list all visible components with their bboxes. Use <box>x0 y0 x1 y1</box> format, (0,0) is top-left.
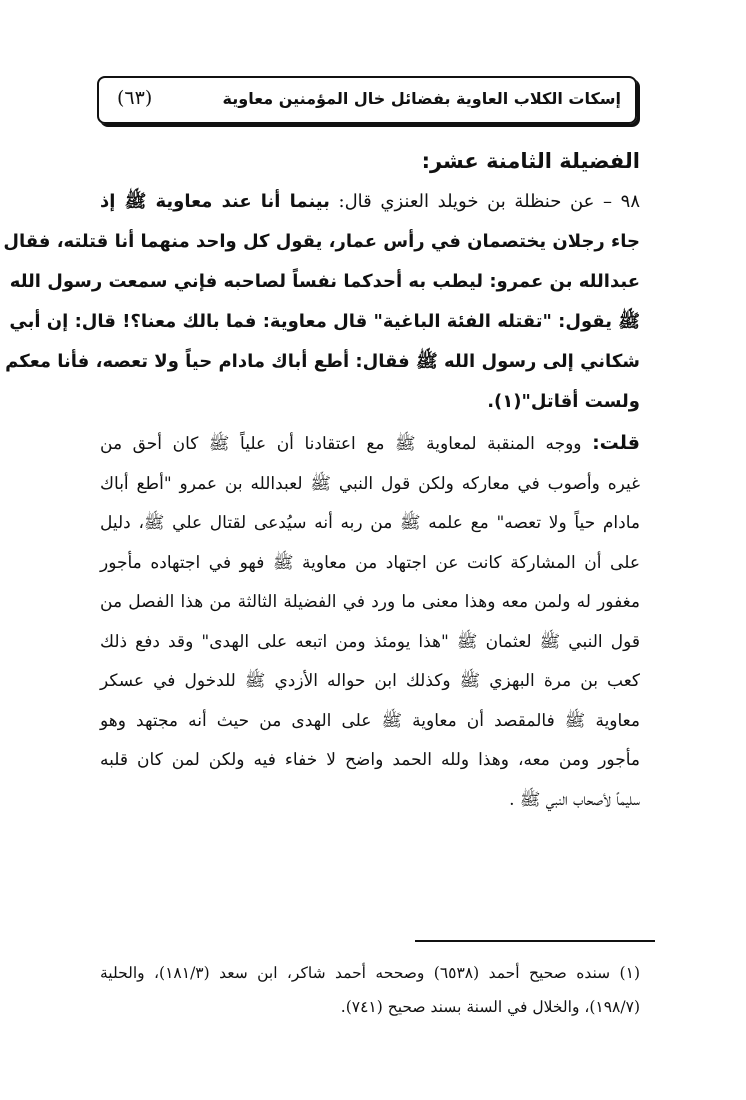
commentary-line-2: غيره وأصوب في معاركه ولكن قول النبي ﷺ لعبدالله بن عمرو "أطع أباك <box>100 473 640 494</box>
footnote-separator <box>415 940 655 942</box>
main-text <box>3 140 641 820</box>
commentary-line-8: معاوية ﷺ فالمقصد أن معاوية ﷺ على الهدى من حيث أنه مجتهد وهو <box>100 710 640 731</box>
commentary-line-4: على أن المشاركة كانت عن اجتهاد من معاوية ﷺ فهو في اجتهاده مأجور <box>100 552 640 573</box>
book-title: إسكات الكلاب العاوية بفضائل خال المؤمنين معاوية <box>222 89 621 108</box>
commentary-line-3: مادام حياً ولا تعصه" مع علمه ﷺ من ربه أنه سيُدعى لقتال علي ﷺ، دليل <box>100 513 640 533</box>
hadith-line-2: جاء رجلان يختصمان في رأس عمار، يقول كل واحد منهما أنا قتلته، فقال <box>3 231 640 252</box>
footnote-line-2: (١٩٨/٧)، والخلال في السنة بسند صحيح (٧٤١). <box>340 998 640 1016</box>
commentary-paragraph <box>100 424 640 820</box>
commentary-line-5: مغفور له ولمن معه وهذا معنى ما ورد في الفضيلة الثالثة من هذا الفصل من <box>100 592 640 612</box>
commentary-line-9: مأجور ومن معه، وهذا ولله الحمد واضح لا خفاء فيه ولكن لمن كان قلبه <box>100 750 640 770</box>
hadith-narration-intro: ٩٨ – عن حنظلة بن خويلد العنزي قال: <box>329 191 641 212</box>
commentary-line-10: سليماً لأصحاب النبي ﷺ . <box>509 789 640 810</box>
section-title: الفضيلة الثامنة عشر: <box>421 149 640 173</box>
hadith-line-4: ﷺ يقول: "تقتله الفئة الباغية" قال معاوية: فما بالك معنا؟! قال: إن أبي <box>9 311 640 332</box>
commentary-line-6: قول النبي ﷺ لعثمان ﷺ "هذا يومئذ ومن اتبعه على الهدى" وقد دفع ذلك <box>100 631 640 652</box>
commentary-line-1 <box>100 424 640 465</box>
hadith-line-1 <box>100 182 640 222</box>
commentary-line-1-text: ووجه المنقبة لمعاوية ﷺ مع اعتقادنا أن علياً ﷺ كان أحق من <box>100 434 593 454</box>
commentary-lead: قلت: <box>592 432 640 454</box>
hadith-line-5: شكاني إلى رسول الله ﷺ فقال: أطع أباك مادام حياً ولا تعصه، فأنا معكم <box>5 351 640 372</box>
running-header <box>97 76 637 124</box>
hadith-line-6: ولست أقاتل"(١). <box>487 391 640 412</box>
hadith-paragraph <box>3 182 641 422</box>
hadith-text-start: بينما أنا عند معاوية ﷺ إذ <box>100 191 330 212</box>
footnote-line-1: (١) سنده صحيح أحمد (٦٥٣٨) وصححه أحمد شاكر، ابن سعد (١٨١/٣)، والحلية <box>100 964 640 982</box>
page-number: (٦٣) <box>117 87 153 109</box>
commentary-line-7: كعب بن مرة البهزي ﷺ وكذلك ابن حواله الأزدي ﷺ للدخول في عسكر <box>100 671 640 691</box>
hadith-line-3: عبدالله بن عمرو: ليطب به أحدكما نفساً لصاحبه فإني سمعت رسول الله <box>9 271 640 292</box>
footnote <box>100 956 640 1024</box>
